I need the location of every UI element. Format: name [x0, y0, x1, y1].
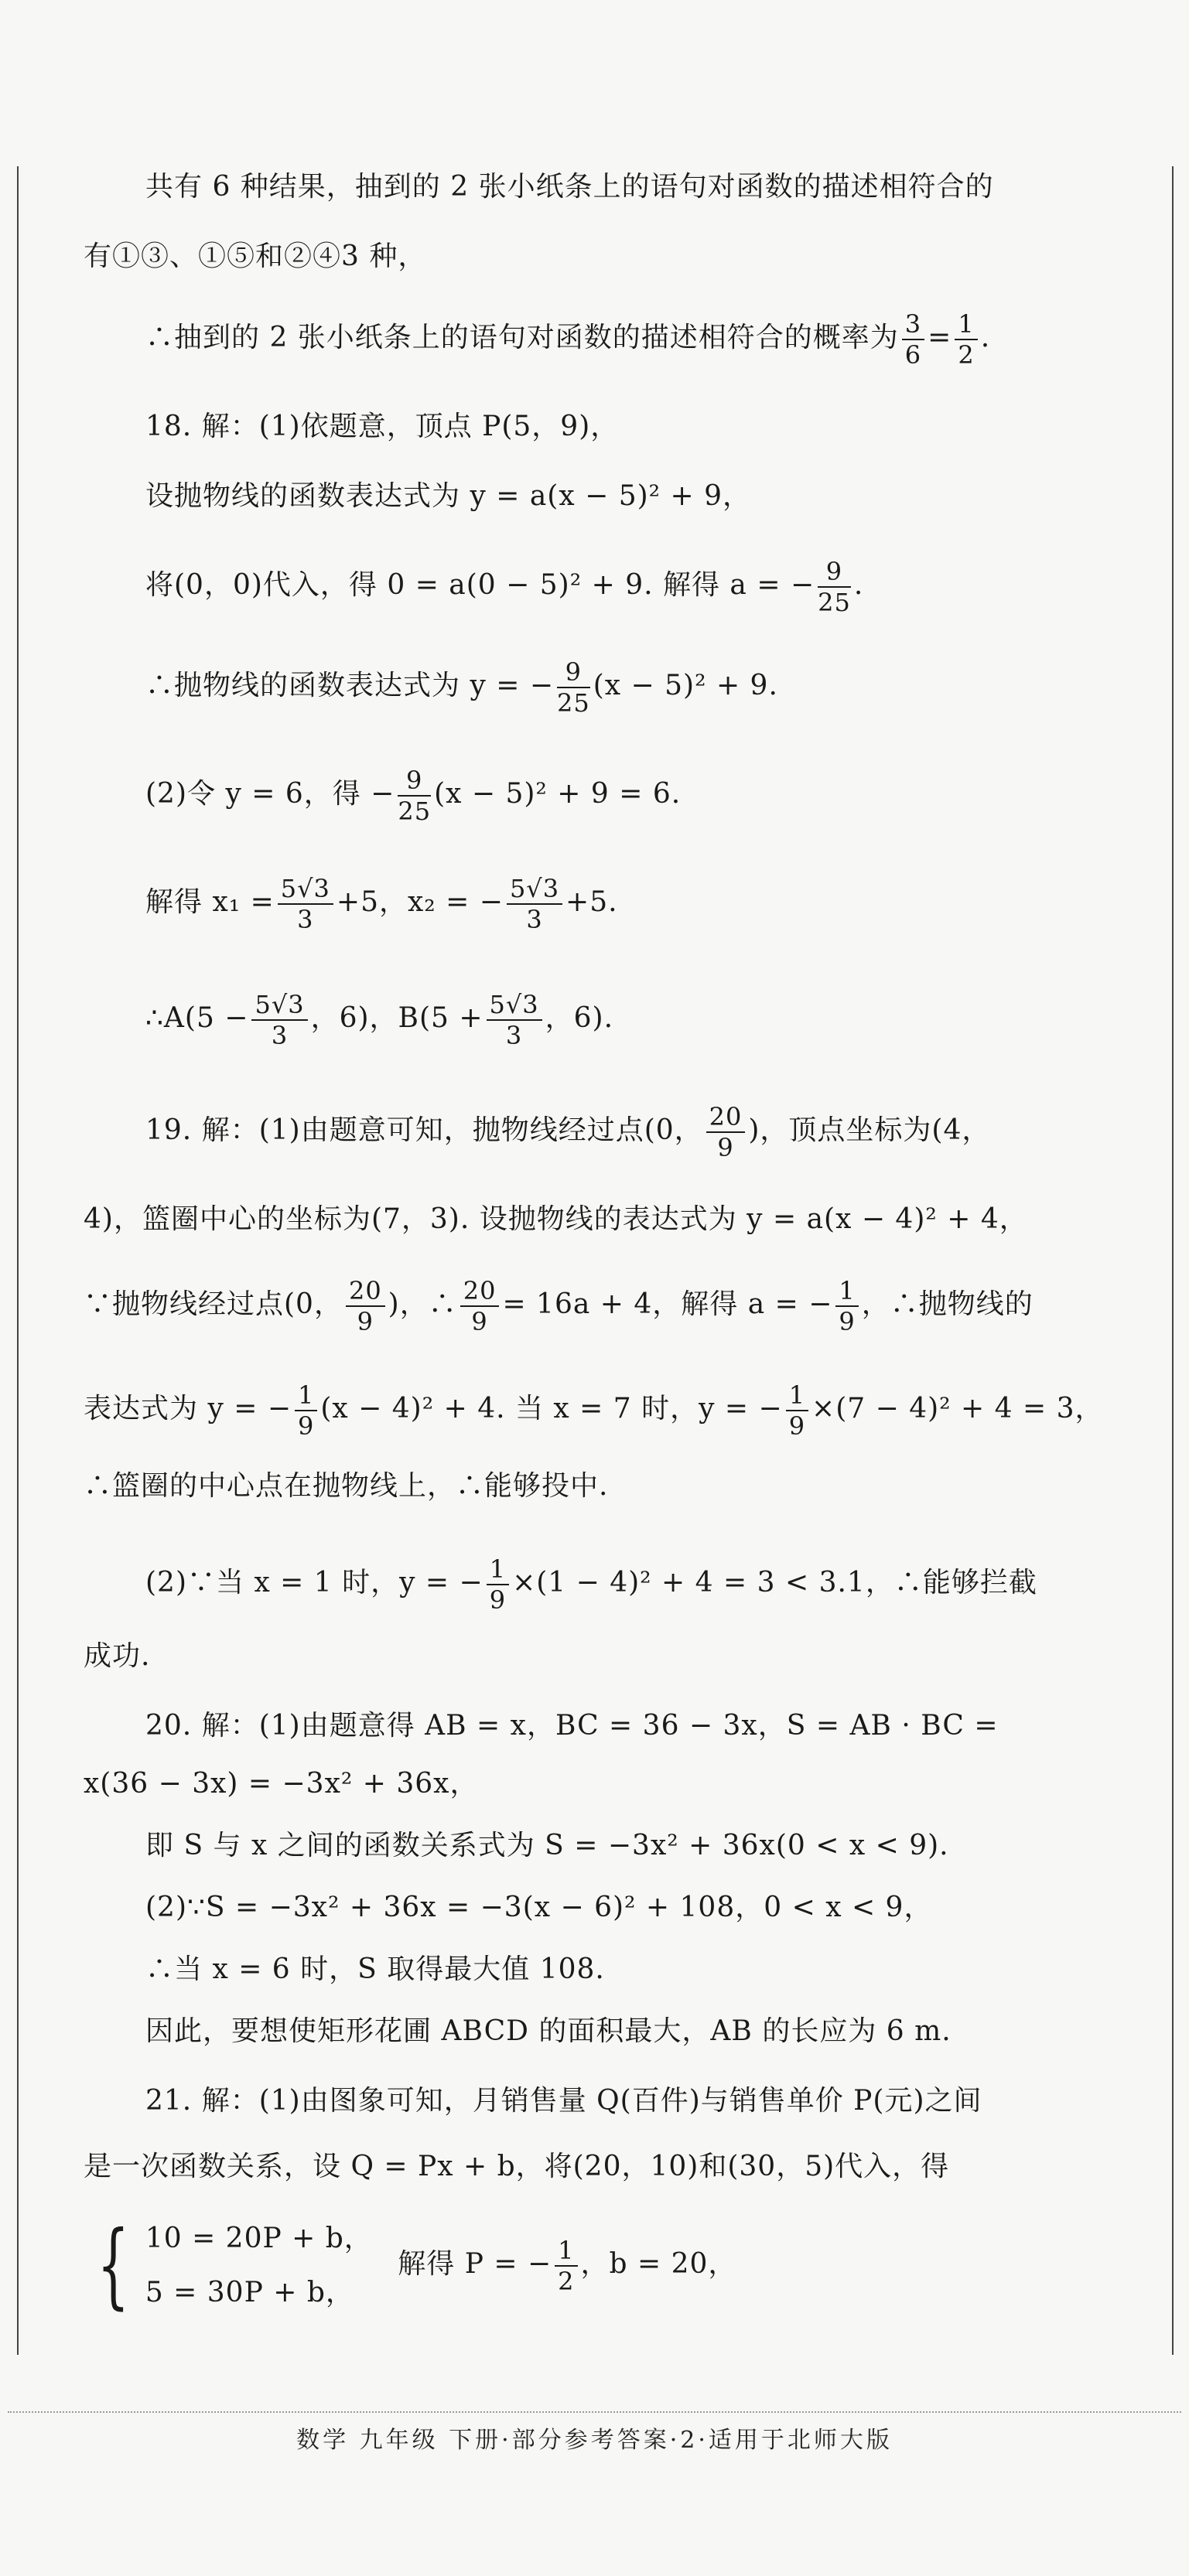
- fraction: $\frac{1}{9}$: [786, 1380, 808, 1441]
- text-line: 有①③、①⑤和②④3 种，: [84, 241, 427, 272]
- text-line: 是一次函数关系，设 Q = Px + b，将(20，10)和(30，5)代入，得: [84, 2151, 950, 2182]
- text-segment: ×(7 − 4)² + 4 = 3，: [811, 1393, 1104, 1424]
- text-line: 成功.: [84, 1640, 151, 1672]
- text-line: [145, 557, 863, 617]
- equation-system: [84, 2212, 736, 2320]
- system-brace: {: [97, 2212, 130, 2319]
- text-segment: ∴抛物线的函数表达式为 y = −: [145, 670, 554, 701]
- text-line: [84, 1276, 1034, 1336]
- solution-text: [398, 2236, 736, 2296]
- text-segment: =: [928, 322, 952, 353]
- fraction: $\frac{20}{9}$: [346, 1276, 385, 1336]
- system-row: 10 = 20P + b，: [145, 2223, 373, 2254]
- text-line: x(36 − 3x) = −3x² + 36x，: [84, 1768, 479, 1800]
- text-line: 设抛物线的函数表达式为 y = a(x − 5)² + 9，: [145, 480, 752, 512]
- text-line: 共有 6 种结果，抽到的 2 张小纸条上的语句对函数的描述相符合的: [145, 171, 994, 203]
- text-segment: )，∴: [388, 1288, 457, 1320]
- text-line: ∴当 x = 6 时，S 取得最大值 108.: [145, 1953, 605, 1985]
- text-line: [145, 309, 990, 370]
- fraction: $\frac{5√3}{3}$: [487, 990, 542, 1050]
- fraction: $\frac{20}{9}$: [706, 1102, 746, 1162]
- text-segment: ×(1 − 4)² + 4 = 3 < 3.1，∴能够拦截: [512, 1567, 1037, 1598]
- fraction: $\frac{1}{2}$: [955, 309, 977, 370]
- text-line: [145, 990, 613, 1050]
- question-18-line: 18. 解：(1)依题意，顶点 P(5，9)，: [145, 411, 620, 442]
- fraction: $\frac{1}{9}$: [835, 1276, 858, 1336]
- text-line: [145, 874, 618, 934]
- fraction: $\frac{1}{2}$: [555, 2236, 577, 2296]
- text-segment: ∴A(5 −: [145, 1002, 249, 1034]
- text-segment: = 16a + 4，解得 a = −: [502, 1288, 833, 1320]
- fraction: $\frac{5√3}{3}$: [507, 874, 562, 934]
- text-segment: ，6).: [545, 1002, 614, 1034]
- text-segment: ，b = 20，: [580, 2248, 737, 2280]
- system-rows: [145, 2212, 373, 2320]
- text-line: 因此，要想使矩形花圃 ABCD 的面积最大，AB 的长应为 6 m.: [145, 2015, 952, 2047]
- text-segment: ，6)，B(5 +: [310, 1002, 483, 1034]
- footer-divider: [8, 2411, 1181, 2413]
- text-segment: ∵抛物线经过点(0，: [84, 1288, 343, 1320]
- fraction: $\frac{20}{9}$: [460, 1276, 500, 1336]
- text-line: [145, 657, 778, 718]
- text-segment: 19. 解：(1)由题意可知，抛物线经过点(0，: [145, 1114, 703, 1146]
- text-segment: ，∴抛物线的: [861, 1288, 1034, 1320]
- page-footer: 数学 九年级 下册·部分参考答案·2·适用于北师大版: [296, 2427, 893, 2454]
- question-20-line: 20. 解：(1)由题意得 AB = x，BC = 36 − 3x，S = AB · BC =: [145, 1710, 999, 1742]
- fraction: $\frac{5√3}{3}$: [251, 990, 307, 1050]
- fraction: $\frac{9}{25}$: [398, 766, 432, 826]
- text-segment: +5，x₂ = −: [336, 886, 504, 918]
- fraction: $\frac{5√3}{3}$: [278, 874, 333, 934]
- text-segment: 解得 x₁ =: [145, 886, 275, 918]
- text-segment: (x − 5)² + 9.: [593, 670, 778, 701]
- fraction: $\frac{1}{9}$: [487, 1554, 509, 1615]
- text-segment: (2)∵当 x = 1 时，y = −: [145, 1567, 483, 1598]
- fraction: $\frac{9}{25}$: [557, 657, 590, 718]
- text-segment: (x − 5)² + 9 = 6.: [434, 778, 682, 810]
- text-line: 4)，篮圈中心的坐标为(7，3). 设抛物线的表达式为 y = a(x − 4)² + 4，: [84, 1203, 1028, 1235]
- text-line: ∴篮圈的中心点在抛物线上，∴能够投中.: [84, 1470, 609, 1502]
- text-segment: )，顶点坐标为(4，: [748, 1114, 991, 1146]
- text-segment: 解得 P = −: [398, 2248, 552, 2280]
- fraction: $\frac{1}{9}$: [295, 1380, 317, 1441]
- fraction: $\frac{9}{25}$: [818, 557, 851, 617]
- text-segment: +5.: [565, 886, 618, 918]
- question-19-line: [145, 1102, 990, 1162]
- text-line: [84, 1380, 1104, 1441]
- question-21-line: 21. 解：(1)由图象可知，月销售量 Q(百件)与销售单价 P(元)之间: [145, 2085, 982, 2117]
- text-line: [145, 1554, 1037, 1615]
- text-line: 即 S 与 x 之间的函数关系式为 S = −3x² + 36x(0 < x < 9).: [145, 1830, 949, 1861]
- text-segment: .: [853, 569, 864, 601]
- text-segment: (x − 4)² + 4. 当 x = 7 时，y = −: [320, 1393, 783, 1424]
- text-segment: ∴抽到的 2 张小纸条上的语句对函数的描述相符合的概率为: [145, 322, 899, 353]
- system-row: 5 = 30P + b，: [145, 2277, 354, 2308]
- left-margin-rule: [17, 166, 19, 2355]
- text-segment: 表达式为 y = −: [84, 1393, 292, 1424]
- right-margin-rule: [1172, 166, 1174, 2355]
- text-line: [145, 766, 681, 826]
- fraction: $\frac{3}{6}$: [902, 309, 924, 370]
- text-segment: .: [980, 322, 991, 353]
- text-segment: (2)令 y = 6，得 −: [145, 778, 395, 810]
- text-segment: 将(0，0)代入，得 0 = a(0 − 5)² + 9. 解得 a = −: [145, 569, 815, 601]
- text-line: (2)∵S = −3x² + 36x = −3(x − 6)² + 108，0 < x < 9，: [145, 1892, 933, 1923]
